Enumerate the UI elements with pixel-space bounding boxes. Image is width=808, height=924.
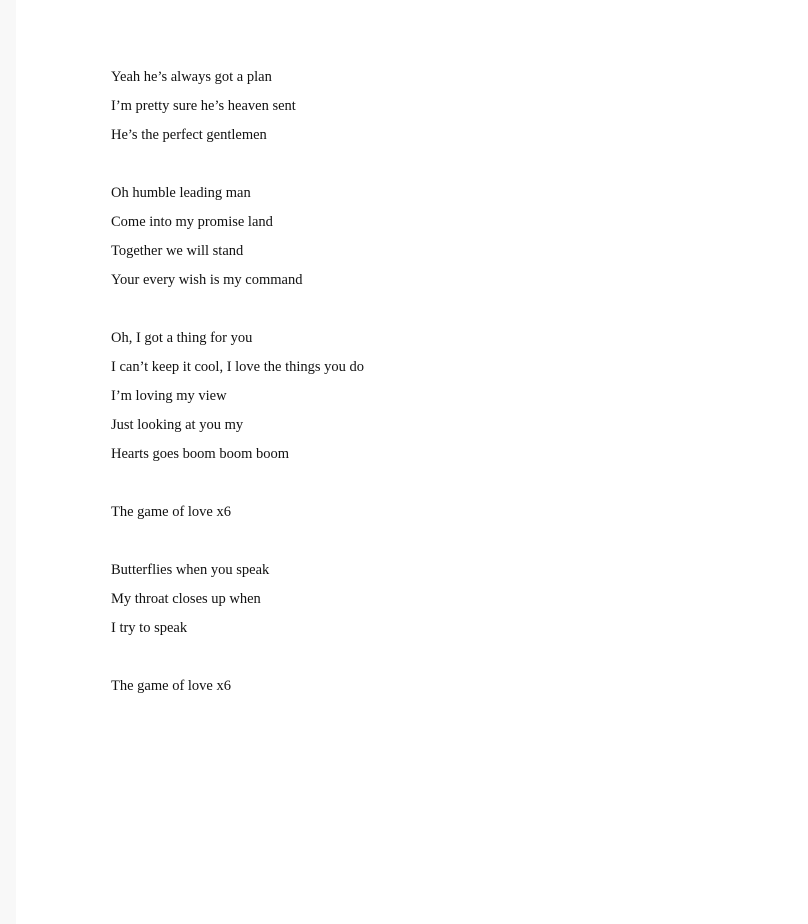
- text-line: Hearts goes boom boom boom: [111, 446, 290, 462]
- text-line: Together we will stand: [111, 243, 244, 259]
- blank-line: [111, 529, 364, 558]
- text-line: He’s the perfect gentlemen: [111, 127, 267, 143]
- text-line: Your every wish is my command: [111, 272, 303, 288]
- text-line: Yeah he’s always got a plan: [111, 69, 272, 85]
- text-line: Just looking at you my: [111, 417, 244, 433]
- text-line: Come into my promise land: [111, 214, 273, 230]
- text-line: The game of love x6: [111, 504, 231, 520]
- document-page: [16, 0, 808, 924]
- text-line: I can’t keep it cool, I love the things you do: [111, 359, 365, 375]
- text-line: Oh humble leading man: [111, 185, 251, 201]
- blank-line: [111, 152, 364, 181]
- blank-line: [111, 645, 364, 674]
- text-line: I’m pretty sure he’s heaven sent: [111, 98, 296, 114]
- text-line: Oh, I got a thing for you: [111, 330, 253, 346]
- text-line: I’m loving my view: [111, 388, 227, 404]
- blank-line: [111, 297, 364, 326]
- text-line: Butterflies when you speak: [111, 562, 270, 578]
- document-body: [111, 65, 364, 703]
- text-line: I try to speak: [111, 620, 188, 636]
- text-line: The game of love x6: [111, 678, 231, 694]
- blank-line: [111, 471, 364, 500]
- text-line: My throat closes up when: [111, 591, 261, 607]
